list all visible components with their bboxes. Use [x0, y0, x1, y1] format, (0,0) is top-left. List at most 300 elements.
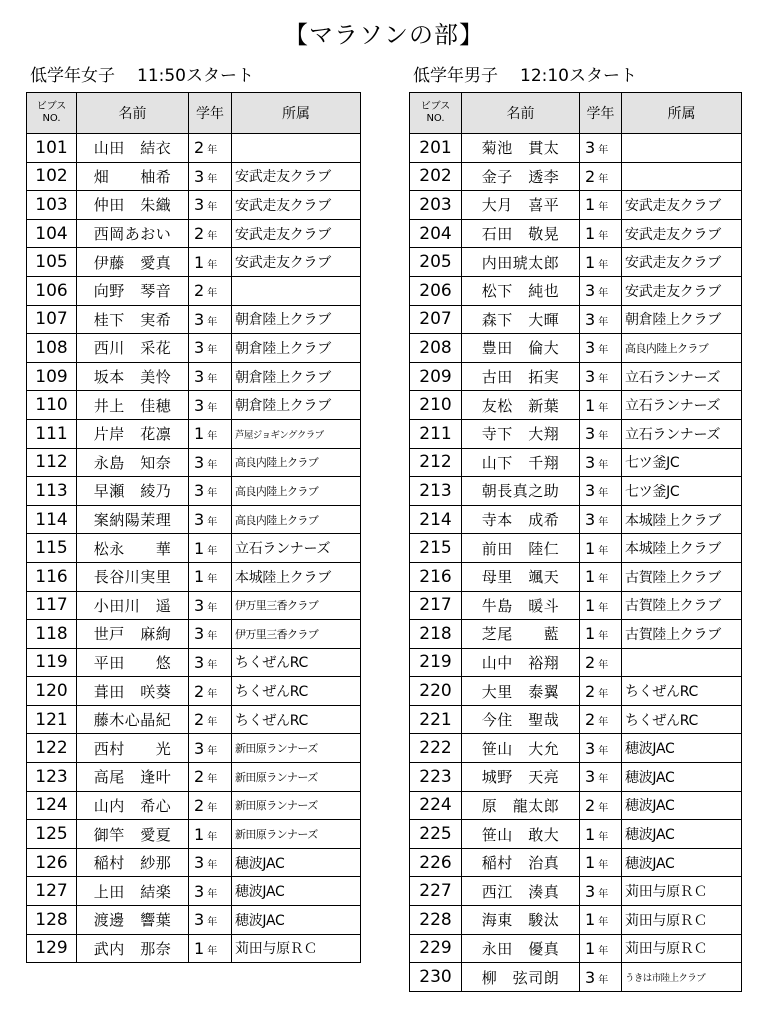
bib-number: 217: [410, 591, 462, 620]
club-name: 高良内陸上クラブ: [232, 505, 361, 534]
grade-cell: [189, 391, 232, 420]
bib-number: 114: [27, 505, 77, 534]
runner-name: 坂本 美怜: [77, 362, 189, 391]
grade-cell: [189, 534, 232, 563]
runner-name: 桂下 実希: [77, 305, 189, 334]
table-row: [410, 906, 742, 935]
bib-number: 214: [410, 505, 462, 534]
grade-value: 3: [194, 481, 205, 501]
grade-unit: 年: [207, 202, 218, 214]
boys-section: [409, 62, 742, 992]
grade-cell: [189, 791, 232, 820]
grade-cell: [189, 219, 232, 248]
club-name: 安武走友クラブ: [622, 191, 742, 220]
runner-name: 寺本 成希: [462, 505, 580, 534]
grade-cell: [189, 705, 232, 734]
grade-unit: 年: [598, 517, 609, 529]
runner-name: 井上 佳穂: [77, 391, 189, 420]
grade-unit: 年: [207, 545, 218, 557]
grade-value: 3: [194, 853, 205, 873]
club-name: 穂波JAC: [622, 763, 742, 792]
grade-value: 1: [585, 195, 596, 215]
runner-name: 菊池 貫太: [462, 134, 580, 163]
bib-number: 127: [27, 877, 77, 906]
grade-unit: 年: [598, 974, 609, 986]
club-name: 苅田与原ＲＣ: [622, 877, 742, 906]
grade-cell: [580, 763, 622, 792]
grade-unit: 年: [207, 888, 218, 900]
grade-cell: [189, 648, 232, 677]
bib-number: 228: [410, 906, 462, 935]
club-name: [232, 134, 361, 163]
runner-name: 今住 聖哉: [462, 705, 580, 734]
boys-category: 低学年男子: [413, 66, 498, 86]
grade-cell: [189, 276, 232, 305]
bib-number: 222: [410, 734, 462, 763]
runner-name: 森下 大暉: [462, 305, 580, 334]
club-name: ちくぜんRC: [232, 677, 361, 706]
grade-unit: 年: [207, 688, 218, 700]
grade-value: 3: [585, 881, 596, 901]
page-title: 【マラソンの部】: [284, 21, 484, 49]
grade-unit: 年: [207, 259, 218, 271]
grade-unit: 年: [207, 459, 218, 471]
grade-unit: 年: [598, 945, 609, 957]
runner-name: 海東 駿汰: [462, 906, 580, 935]
club-name: 穂波JAC: [622, 820, 742, 849]
runner-name: 山田 結衣: [77, 134, 189, 163]
grade-value: 3: [585, 452, 596, 472]
table-row: [410, 219, 742, 248]
grade-unit: 年: [598, 574, 609, 586]
table-row: [27, 562, 361, 591]
table-row: [27, 276, 361, 305]
grade-cell: [189, 191, 232, 220]
club-name: 伊万里三香クラブ: [232, 620, 361, 649]
bib-number: 207: [410, 305, 462, 334]
bib-number: 206: [410, 276, 462, 305]
grade-unit: 年: [207, 517, 218, 529]
girls-table: [26, 92, 361, 963]
club-name: 立石ランナーズ: [622, 362, 742, 391]
bib-number: 120: [27, 677, 77, 706]
club-name: 伊万里三香クラブ: [232, 591, 361, 620]
runner-name: 牛島 暖斗: [462, 591, 580, 620]
grade-cell: [189, 134, 232, 163]
grade-cell: [189, 620, 232, 649]
grade-value: 2: [194, 710, 205, 730]
table-row: [410, 734, 742, 763]
table-row: [27, 705, 361, 734]
club-name: 穂波JAC: [232, 848, 361, 877]
grade-unit: 年: [207, 316, 218, 328]
girls-table-body: [27, 134, 361, 963]
club-name: 高良内陸上クラブ: [622, 334, 742, 363]
grade-value: 3: [194, 395, 205, 415]
table-row: [410, 591, 742, 620]
bib-number: 215: [410, 534, 462, 563]
girls-section: [26, 62, 361, 963]
grade-unit: 年: [598, 888, 609, 900]
grade-unit: 年: [207, 345, 218, 357]
bib-number: 112: [27, 448, 77, 477]
grade-unit: 年: [598, 231, 609, 243]
table-row: [27, 677, 361, 706]
club-header: 所属: [232, 93, 361, 134]
grade-value: 1: [194, 567, 205, 587]
grade-cell: [580, 963, 622, 992]
runner-name: 案納陽茉理: [77, 505, 189, 534]
grade-unit: 年: [598, 173, 609, 185]
runner-name: 仲田 朱織: [77, 191, 189, 220]
runner-name: 世戸 麻絢: [77, 620, 189, 649]
grade-unit: 年: [598, 659, 609, 671]
grade-cell: [189, 763, 232, 792]
bib-number: 205: [410, 248, 462, 277]
grade-unit: 年: [207, 717, 218, 729]
runner-name: 西川 采花: [77, 334, 189, 363]
grade-value: 3: [194, 195, 205, 215]
grade-cell: [189, 906, 232, 935]
grade-cell: [189, 248, 232, 277]
grade-cell: [189, 848, 232, 877]
bib-header: [410, 93, 462, 134]
grade-unit: 年: [598, 345, 609, 357]
runner-name: 松下 純也: [462, 276, 580, 305]
club-name: 新田原ランナーズ: [232, 820, 361, 849]
bib-number: 124: [27, 791, 77, 820]
grade-unit: 年: [598, 688, 609, 700]
table-row: [410, 934, 742, 963]
bib-number: 204: [410, 219, 462, 248]
table-row: [410, 391, 742, 420]
bib-number: 220: [410, 677, 462, 706]
bib-number: 126: [27, 848, 77, 877]
table-row: [27, 191, 361, 220]
grade-value: 1: [194, 424, 205, 444]
bib-number: 106: [27, 276, 77, 305]
runner-name: 母里 颯天: [462, 562, 580, 591]
bib-number: 128: [27, 906, 77, 935]
runner-name: 内田琥太郎: [462, 248, 580, 277]
grade-value: 2: [194, 795, 205, 815]
club-name: ちくぜんRC: [232, 648, 361, 677]
grade-value: 1: [194, 252, 205, 272]
grade-unit: 年: [598, 860, 609, 872]
boys-table-body: [410, 134, 742, 992]
bib-number: 129: [27, 934, 77, 963]
club-name: 穂波JAC: [622, 734, 742, 763]
grade-cell: [580, 534, 622, 563]
grade-unit: 年: [598, 831, 609, 843]
bib-number: 218: [410, 620, 462, 649]
club-name: 新田原ランナーズ: [232, 734, 361, 763]
grade-unit: 年: [598, 431, 609, 443]
bib-number: 105: [27, 248, 77, 277]
grade-unit: 年: [598, 459, 609, 471]
grade-cell: [189, 477, 232, 506]
boys-table: [409, 92, 742, 992]
bib-number: 212: [410, 448, 462, 477]
grade-unit: 年: [207, 488, 218, 500]
grade-value: 3: [585, 309, 596, 329]
runner-name: 原 龍太郎: [462, 791, 580, 820]
grade-cell: [580, 305, 622, 334]
grade-cell: [580, 591, 622, 620]
runner-name: 笹山 大允: [462, 734, 580, 763]
club-name: 穂波JAC: [232, 877, 361, 906]
bib-number: 121: [27, 705, 77, 734]
runner-name: 武内 那奈: [77, 934, 189, 963]
grade-value: 1: [585, 853, 596, 873]
club-name: 苅田与原ＲＣ: [232, 934, 361, 963]
club-name: 朝倉陸上クラブ: [232, 391, 361, 420]
grade-cell: [189, 448, 232, 477]
table-row: [410, 677, 742, 706]
runner-name: 上田 結楽: [77, 877, 189, 906]
club-name: [622, 648, 742, 677]
runner-name: 古田 拓実: [462, 362, 580, 391]
club-name: 穂波JAC: [232, 906, 361, 935]
table-row: [27, 734, 361, 763]
grade-cell: [580, 448, 622, 477]
grade-value: 3: [585, 367, 596, 387]
bib-number: 229: [410, 934, 462, 963]
bib-number: 209: [410, 362, 462, 391]
grade-value: 3: [585, 967, 596, 987]
club-name: ちくぜんRC: [232, 705, 361, 734]
grade-value: 3: [194, 624, 205, 644]
club-name: 穂波JAC: [622, 791, 742, 820]
table-row: [410, 162, 742, 191]
grade-unit: 年: [598, 802, 609, 814]
bib-number: 203: [410, 191, 462, 220]
grade-cell: [189, 362, 232, 391]
bib-number: 223: [410, 763, 462, 792]
grade-header: 学年: [189, 93, 232, 134]
club-name: 古賀陸上クラブ: [622, 620, 742, 649]
grade-value: 1: [585, 938, 596, 958]
grade-unit: 年: [207, 231, 218, 243]
club-name: 安武走友クラブ: [232, 191, 361, 220]
table-row: [410, 448, 742, 477]
bib-number: 211: [410, 419, 462, 448]
club-name: 立石ランナーズ: [232, 534, 361, 563]
bib-number: 210: [410, 391, 462, 420]
bib-number: 226: [410, 848, 462, 877]
bib-number: 107: [27, 305, 77, 334]
bib-number: 111: [27, 419, 77, 448]
table-row: [410, 334, 742, 363]
table-row: [27, 448, 361, 477]
bib-number: 201: [410, 134, 462, 163]
bib-number: 125: [27, 820, 77, 849]
runner-name: 長谷川実里: [77, 562, 189, 591]
runner-name: 前田 陸仁: [462, 534, 580, 563]
bib-number: 108: [27, 334, 77, 363]
grade-unit: 年: [598, 602, 609, 614]
bib-number: 115: [27, 534, 77, 563]
table-row: [27, 334, 361, 363]
club-name: 立石ランナーズ: [622, 391, 742, 420]
table-row: [27, 763, 361, 792]
table-row: [27, 162, 361, 191]
grade-cell: [580, 276, 622, 305]
grade-value: 3: [194, 309, 205, 329]
grade-cell: [580, 848, 622, 877]
grade-value: 2: [585, 681, 596, 701]
club-name: 高良内陸上クラブ: [232, 448, 361, 477]
grade-unit: 年: [598, 288, 609, 300]
table-row: [27, 591, 361, 620]
runner-name: 大月 喜平: [462, 191, 580, 220]
grade-unit: 年: [207, 402, 218, 414]
grade-unit: 年: [207, 288, 218, 300]
runner-name: 小田川 遥: [77, 591, 189, 620]
grade-value: 2: [194, 224, 205, 244]
grade-cell: [189, 305, 232, 334]
club-name: 穂波JAC: [622, 848, 742, 877]
boys-heading: [409, 62, 742, 92]
grade-value: 2: [194, 138, 205, 158]
runner-name: 葺田 咲葵: [77, 677, 189, 706]
bib-number: 104: [27, 219, 77, 248]
club-name: 苅田与原ＲＣ: [622, 934, 742, 963]
grade-unit: 年: [598, 145, 609, 157]
grade-value: 2: [194, 281, 205, 301]
grade-unit: 年: [598, 717, 609, 729]
runner-name: 芝尾 藍: [462, 620, 580, 649]
table-row: [410, 276, 742, 305]
grade-cell: [580, 477, 622, 506]
grade-cell: [580, 505, 622, 534]
bib-number: 221: [410, 705, 462, 734]
club-name: 芦屋ジョギングクラブ: [232, 419, 361, 448]
table-row: [410, 505, 742, 534]
runner-name: 永田 優真: [462, 934, 580, 963]
bib-number: 230: [410, 963, 462, 992]
club-name: 安武走友クラブ: [232, 162, 361, 191]
runner-name: 寺下 大翔: [462, 419, 580, 448]
runner-name: 渡邊 響葉: [77, 906, 189, 935]
bib-number: 224: [410, 791, 462, 820]
grade-value: 2: [194, 681, 205, 701]
table-row: [410, 791, 742, 820]
name-header: 名前: [77, 93, 189, 134]
table-row: [410, 705, 742, 734]
bib-header: [27, 93, 77, 134]
grade-value: 1: [194, 938, 205, 958]
club-name: [622, 162, 742, 191]
bib-number: 117: [27, 591, 77, 620]
club-name: 古賀陸上クラブ: [622, 562, 742, 591]
table-row: [27, 791, 361, 820]
grade-unit: 年: [207, 659, 218, 671]
grade-cell: [580, 677, 622, 706]
grade-value: 3: [585, 424, 596, 444]
grade-value: 2: [194, 767, 205, 787]
runner-name: 松永 華: [77, 534, 189, 563]
grade-unit: 年: [598, 202, 609, 214]
grade-value: 3: [194, 338, 205, 358]
grade-unit: 年: [598, 488, 609, 500]
grade-cell: [580, 620, 622, 649]
runner-name: 石田 敬晃: [462, 219, 580, 248]
runner-name: 笹山 敢大: [462, 820, 580, 849]
bib-number: 119: [27, 648, 77, 677]
bib-number: 102: [27, 162, 77, 191]
club-name: 高良内陸上クラブ: [232, 477, 361, 506]
runner-name: 豊田 倫大: [462, 334, 580, 363]
club-name: 安武走友クラブ: [622, 219, 742, 248]
club-name: 朝倉陸上クラブ: [232, 362, 361, 391]
grade-value: 2: [585, 652, 596, 672]
name-header: 名前: [462, 93, 580, 134]
club-name: 苅田与原ＲＣ: [622, 906, 742, 935]
grade-unit: 年: [207, 774, 218, 786]
girls-category: 低学年女子: [30, 66, 115, 86]
table-row: [27, 648, 361, 677]
grade-cell: [580, 219, 622, 248]
runner-name: 御竿 愛夏: [77, 820, 189, 849]
table-row: [410, 620, 742, 649]
grade-unit: 年: [207, 831, 218, 843]
table-row: [410, 848, 742, 877]
club-name: 本城陸上クラブ: [622, 505, 742, 534]
table-row: [27, 934, 361, 963]
grade-unit: 年: [598, 631, 609, 643]
club-name: うきは市陸上クラブ: [622, 963, 742, 992]
table-header-row: [410, 93, 742, 134]
bib-header-label: ビブス NO.: [420, 101, 451, 124]
grade-cell: [580, 334, 622, 363]
club-name: 七ツ釜JC: [622, 477, 742, 506]
runner-name: 大里 泰翼: [462, 677, 580, 706]
grade-unit: 年: [207, 745, 218, 757]
grade-value: 3: [585, 767, 596, 787]
grade-value: 1: [585, 910, 596, 930]
table-row: [27, 620, 361, 649]
grade-unit: 年: [598, 374, 609, 386]
bib-number: 202: [410, 162, 462, 191]
grade-value: 1: [585, 624, 596, 644]
grade-cell: [580, 191, 622, 220]
bib-number: 113: [27, 477, 77, 506]
grade-cell: [580, 734, 622, 763]
runner-name: 西岡あおい: [77, 219, 189, 248]
runner-name: 柳 弦司朗: [462, 963, 580, 992]
grade-value: 1: [194, 538, 205, 558]
grade-header: 学年: [580, 93, 622, 134]
runner-name: 稲村 治真: [462, 848, 580, 877]
club-name: 朝倉陸上クラブ: [232, 334, 361, 363]
runner-name: 伊藤 愛真: [77, 248, 189, 277]
grade-value: 1: [585, 595, 596, 615]
bib-number: 116: [27, 562, 77, 591]
table-header-row: [27, 93, 361, 134]
runner-name: 金子 透李: [462, 162, 580, 191]
grade-unit: 年: [598, 545, 609, 557]
grade-value: 3: [585, 338, 596, 358]
grade-value: 2: [585, 166, 596, 186]
club-name: 新田原ランナーズ: [232, 763, 361, 792]
grade-value: 3: [194, 738, 205, 758]
grade-value: 3: [194, 652, 205, 672]
runner-name: 山内 希心: [77, 791, 189, 820]
grade-value: 2: [585, 710, 596, 730]
runner-name: 高尾 逢叶: [77, 763, 189, 792]
runner-name: 友松 新葉: [462, 391, 580, 420]
